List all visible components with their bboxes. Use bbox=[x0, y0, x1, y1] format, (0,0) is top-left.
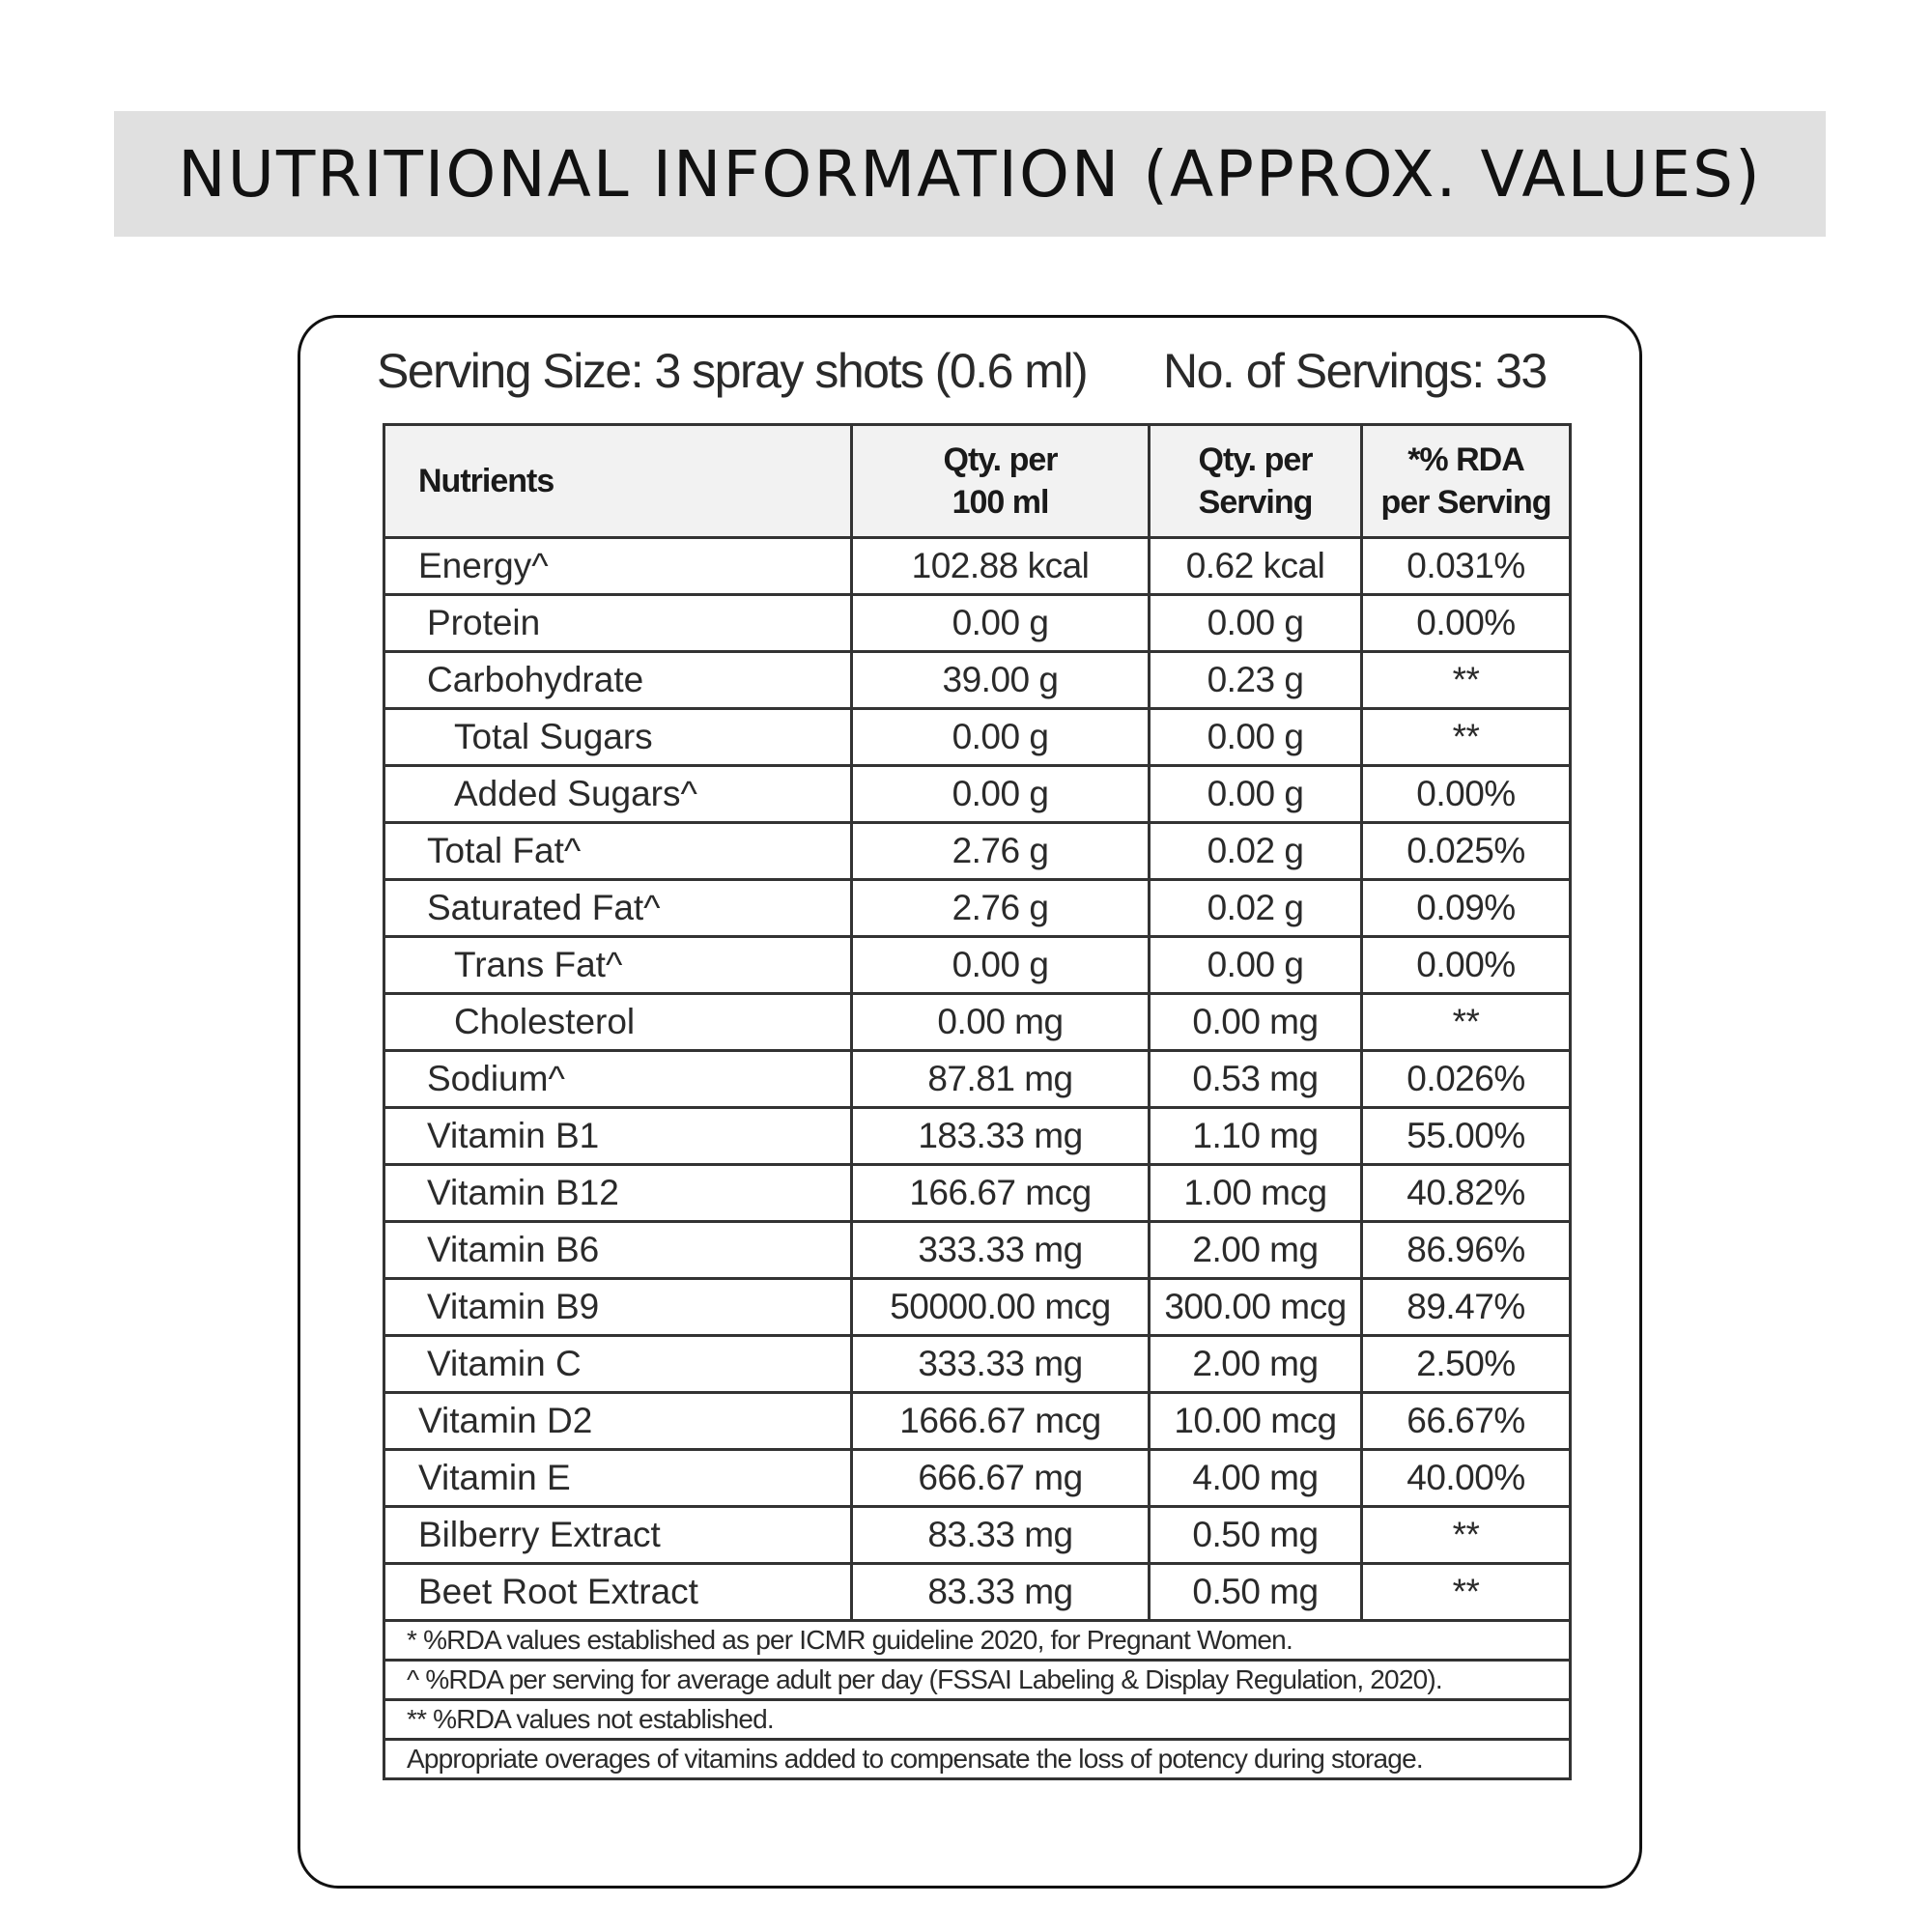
servings-count: No. of Servings: 33 bbox=[1163, 344, 1547, 398]
rda-per-serving: 0.00% bbox=[1362, 766, 1571, 823]
nutrient-name: Total Sugars bbox=[384, 709, 852, 766]
table-row bbox=[384, 652, 1571, 709]
table-row bbox=[384, 1222, 1571, 1279]
table-row bbox=[384, 766, 1571, 823]
table-row bbox=[384, 1336, 1571, 1393]
rda-per-serving: ** bbox=[1362, 652, 1571, 709]
nutrient-name: Vitamin E bbox=[384, 1450, 852, 1507]
qty-per-serving: 0.50 mg bbox=[1150, 1507, 1362, 1564]
footnote-row bbox=[384, 1621, 1571, 1661]
table-row bbox=[384, 1450, 1571, 1507]
qty-per-serving: 0.23 g bbox=[1150, 652, 1362, 709]
table-row bbox=[384, 1108, 1571, 1165]
qty-per-100ml: 2.76 g bbox=[852, 823, 1150, 880]
footnote-row bbox=[384, 1700, 1571, 1740]
header-rda-line2: per Serving bbox=[1380, 484, 1551, 521]
nutrient-name: Vitamin D2 bbox=[384, 1393, 852, 1450]
rda-per-serving: 2.50% bbox=[1362, 1336, 1571, 1393]
rda-per-serving: 0.026% bbox=[1362, 1051, 1571, 1108]
rda-per-serving: 66.67% bbox=[1362, 1393, 1571, 1450]
nutrient-name: Vitamin C bbox=[384, 1336, 852, 1393]
nutrient-name: Protein bbox=[384, 595, 852, 652]
rda-per-serving: 86.96% bbox=[1362, 1222, 1571, 1279]
qty-per-serving: 2.00 mg bbox=[1150, 1336, 1362, 1393]
qty-per-serving: 0.53 mg bbox=[1150, 1051, 1362, 1108]
rda-per-serving: 40.82% bbox=[1362, 1165, 1571, 1222]
qty-per-100ml: 87.81 mg bbox=[852, 1051, 1150, 1108]
header-qty-per-serving-line2: Serving bbox=[1198, 484, 1313, 521]
rda-per-serving: 0.09% bbox=[1362, 880, 1571, 937]
nutrient-name: Vitamin B6 bbox=[384, 1222, 852, 1279]
rda-per-serving: 0.031% bbox=[1362, 538, 1571, 595]
qty-per-100ml: 102.88 kcal bbox=[852, 538, 1150, 595]
header-qty-per-100ml-line2: 100 ml bbox=[952, 484, 1049, 521]
rda-per-serving: 89.47% bbox=[1362, 1279, 1571, 1336]
footnote-text: ** %RDA values not established. bbox=[384, 1700, 1571, 1740]
header-qty-per-100ml-line1: Qty. per bbox=[943, 441, 1058, 478]
qty-per-serving: 0.00 mg bbox=[1150, 994, 1362, 1051]
nutrient-name: Vitamin B1 bbox=[384, 1108, 852, 1165]
qty-per-serving: 10.00 mcg bbox=[1150, 1393, 1362, 1450]
qty-per-100ml: 0.00 g bbox=[852, 766, 1150, 823]
qty-per-100ml: 0.00 g bbox=[852, 937, 1150, 994]
nutrient-name: Total Fat^ bbox=[384, 823, 852, 880]
footnote-row bbox=[384, 1740, 1571, 1779]
table-row bbox=[384, 1051, 1571, 1108]
table-row bbox=[384, 1564, 1571, 1621]
qty-per-serving: 2.00 mg bbox=[1150, 1222, 1362, 1279]
qty-per-100ml: 0.00 g bbox=[852, 709, 1150, 766]
qty-per-100ml: 0.00 g bbox=[852, 595, 1150, 652]
qty-per-100ml: 50000.00 mcg bbox=[852, 1279, 1150, 1336]
header-nutrients: Nutrients bbox=[384, 425, 852, 538]
qty-per-100ml: 333.33 mg bbox=[852, 1336, 1150, 1393]
nutrient-name: Carbohydrate bbox=[384, 652, 852, 709]
header-rda-line1: *% RDA bbox=[1407, 441, 1524, 478]
nutrient-name: Cholesterol bbox=[384, 994, 852, 1051]
qty-per-serving: 300.00 mcg bbox=[1150, 1279, 1362, 1336]
rda-per-serving: ** bbox=[1362, 709, 1571, 766]
page-title: NUTRITIONAL INFORMATION (APPROX. VALUES) bbox=[178, 136, 1762, 212]
footnote-row bbox=[384, 1661, 1571, 1700]
nutrient-name: Vitamin B12 bbox=[384, 1165, 852, 1222]
table-row bbox=[384, 1165, 1571, 1222]
footnotes bbox=[384, 1621, 1571, 1779]
nutrient-name: Beet Root Extract bbox=[384, 1564, 852, 1621]
rda-per-serving: 0.00% bbox=[1362, 937, 1571, 994]
qty-per-100ml: 0.00 mg bbox=[852, 994, 1150, 1051]
rda-per-serving: ** bbox=[1362, 1564, 1571, 1621]
table-row bbox=[384, 994, 1571, 1051]
table-row bbox=[384, 1507, 1571, 1564]
table-row bbox=[384, 538, 1571, 595]
table-row bbox=[384, 595, 1571, 652]
nutrient-name: Saturated Fat^ bbox=[384, 880, 852, 937]
table-row bbox=[384, 880, 1571, 937]
qty-per-serving: 0.50 mg bbox=[1150, 1564, 1362, 1621]
serving-size: Serving Size: 3 spray shots (0.6 ml) bbox=[377, 344, 1088, 398]
nutrient-name: Sodium^ bbox=[384, 1051, 852, 1108]
header-qty-per-serving-line1: Qty. per bbox=[1198, 441, 1313, 478]
qty-per-100ml: 1666.67 mcg bbox=[852, 1393, 1150, 1450]
qty-per-serving: 1.00 mcg bbox=[1150, 1165, 1362, 1222]
qty-per-100ml: 166.67 mcg bbox=[852, 1165, 1150, 1222]
rda-per-serving: ** bbox=[1362, 1507, 1571, 1564]
qty-per-serving: 1.10 mg bbox=[1150, 1108, 1362, 1165]
nutrient-name: Added Sugars^ bbox=[384, 766, 852, 823]
qty-per-100ml: 666.67 mg bbox=[852, 1450, 1150, 1507]
header-rda-per-serving bbox=[1362, 425, 1571, 538]
nutrient-name: Vitamin B9 bbox=[384, 1279, 852, 1336]
table-body bbox=[384, 538, 1571, 1621]
serving-info bbox=[377, 343, 1575, 411]
table-row bbox=[384, 1279, 1571, 1336]
qty-per-serving: 4.00 mg bbox=[1150, 1450, 1362, 1507]
table-row bbox=[384, 823, 1571, 880]
rda-per-serving: 40.00% bbox=[1362, 1450, 1571, 1507]
qty-per-serving: 0.00 g bbox=[1150, 595, 1362, 652]
qty-per-serving: 0.02 g bbox=[1150, 823, 1362, 880]
qty-per-100ml: 2.76 g bbox=[852, 880, 1150, 937]
table-row bbox=[384, 709, 1571, 766]
nutrient-name: Bilberry Extract bbox=[384, 1507, 852, 1564]
qty-per-100ml: 83.33 mg bbox=[852, 1564, 1150, 1621]
qty-per-100ml: 39.00 g bbox=[852, 652, 1150, 709]
rda-per-serving: 0.00% bbox=[1362, 595, 1571, 652]
header-qty-per-serving bbox=[1150, 425, 1362, 538]
table-header-row bbox=[384, 425, 1571, 538]
rda-per-serving: 55.00% bbox=[1362, 1108, 1571, 1165]
nutrient-name: Energy^ bbox=[384, 538, 852, 595]
header-qty-per-100ml bbox=[852, 425, 1150, 538]
footnote-text: ^ %RDA per serving for average adult per day (FSSAI Labeling & Display Regulation, 2020). bbox=[384, 1661, 1571, 1700]
qty-per-100ml: 183.33 mg bbox=[852, 1108, 1150, 1165]
qty-per-100ml: 83.33 mg bbox=[852, 1507, 1150, 1564]
table-row bbox=[384, 937, 1571, 994]
qty-per-serving: 0.62 kcal bbox=[1150, 538, 1362, 595]
nutrient-name: Trans Fat^ bbox=[384, 937, 852, 994]
nutrition-table bbox=[383, 423, 1572, 1780]
qty-per-serving: 0.00 g bbox=[1150, 937, 1362, 994]
rda-per-serving: ** bbox=[1362, 994, 1571, 1051]
qty-per-100ml: 333.33 mg bbox=[852, 1222, 1150, 1279]
rda-per-serving: 0.025% bbox=[1362, 823, 1571, 880]
qty-per-serving: 0.00 g bbox=[1150, 709, 1362, 766]
qty-per-serving: 0.02 g bbox=[1150, 880, 1362, 937]
footnote-text: Appropriate overages of vitamins added to compensate the loss of potency during storage. bbox=[384, 1740, 1571, 1779]
table-row bbox=[384, 1393, 1571, 1450]
title-banner bbox=[114, 111, 1826, 237]
footnote-text: * %RDA values established as per ICMR guideline 2020, for Pregnant Women. bbox=[384, 1621, 1571, 1661]
qty-per-serving: 0.00 g bbox=[1150, 766, 1362, 823]
